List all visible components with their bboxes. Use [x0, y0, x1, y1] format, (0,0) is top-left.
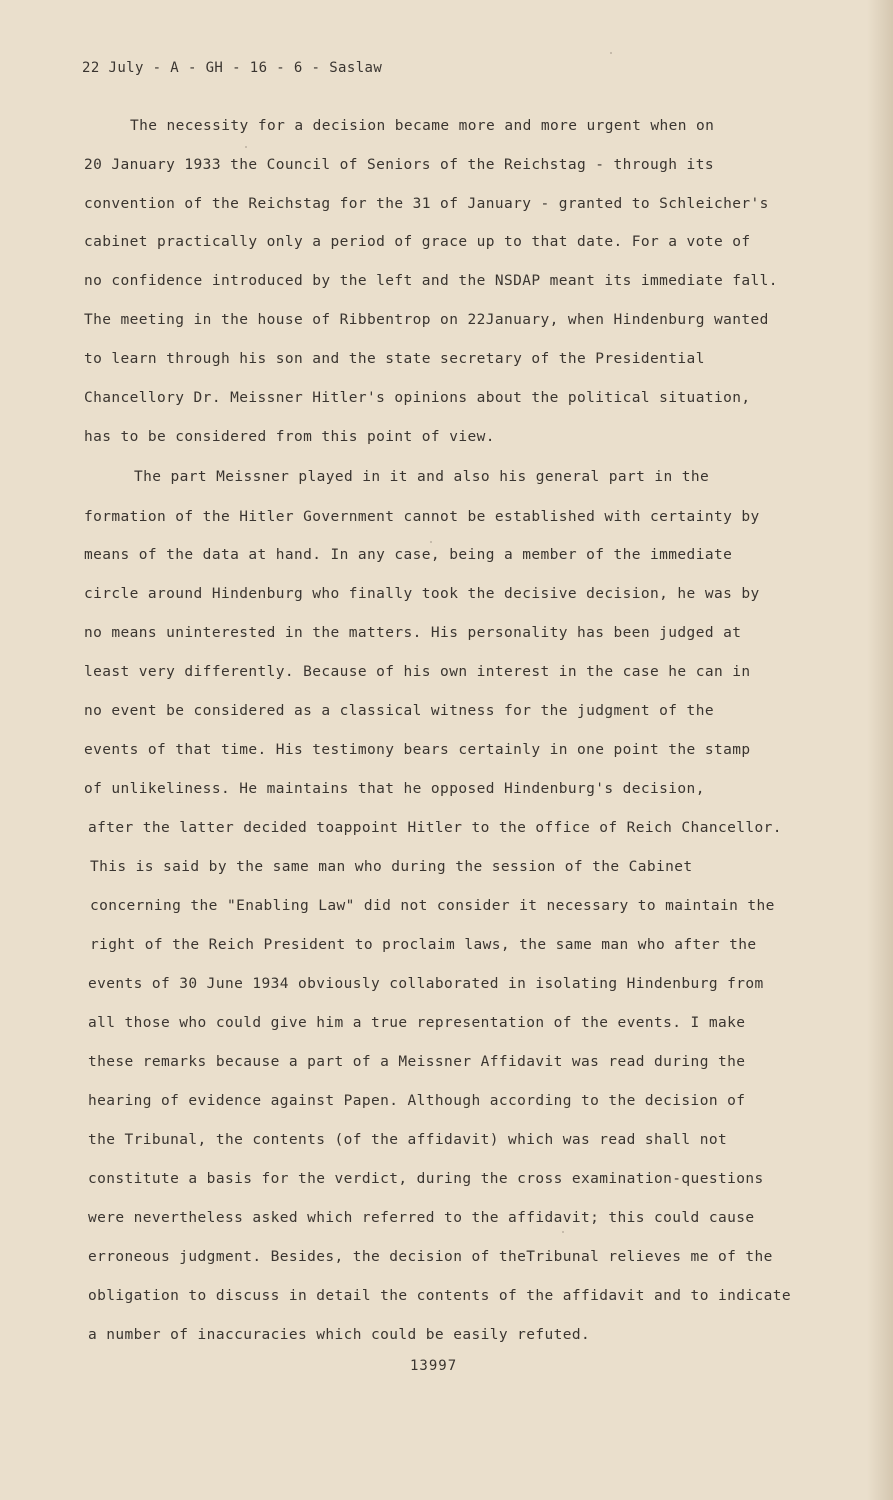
body-line: formation of the Hitler Government cannot be established with certainty by — [84, 509, 760, 525]
body-line: of unlikeliness. He maintains that he opposed Hindenburg's decision, — [84, 781, 705, 797]
body-line: obligation to discuss in detail the contents of the affidavit and to indicate — [88, 1288, 791, 1304]
body-line: erroneous judgment. Besides, the decision of theTribunal relieves me of the — [88, 1249, 773, 1265]
body-line: means of the data at hand. In any case, being a member of the immediate — [84, 547, 733, 563]
body-line: after the latter decided toappoint Hitler to the office of Reich Chancellor. — [88, 820, 782, 836]
body-line: constitute a basis for the verdict, during the cross examination-questions — [88, 1171, 764, 1187]
body-line: least very differently. Because of his own interest in the case he can in — [84, 664, 751, 680]
body-line: events of 30 June 1934 obviously collaborated in isolating Hindenburg from — [88, 976, 764, 992]
body-line: circle around Hindenburg who finally took the decisive decision, he was by — [84, 586, 760, 602]
body-line: The meeting in the house of Ribbentrop on 22January, when Hindenburg wanted — [84, 312, 769, 328]
page-header: 22 July - A - GH - 16 - 6 - Saslaw — [82, 60, 383, 76]
body-line: Chancellory Dr. Meissner Hitler's opinions about the political situation, — [84, 390, 751, 406]
body-line: no means uninterested in the matters. His personality has been judged at — [84, 625, 742, 641]
body-line: were nevertheless asked which referred to the affidavit; this could cause — [88, 1210, 755, 1226]
body-line: hearing of evidence against Papen. Although according to the decision of — [88, 1093, 746, 1109]
paper-speck — [610, 52, 612, 54]
body-line: cabinet practically only a period of grace up to that date. For a vote of — [84, 234, 751, 250]
body-line: a number of inaccuracies which could be easily refuted. — [88, 1327, 591, 1343]
body-line: The necessity for a decision became more and more urgent when on — [130, 118, 715, 134]
body-line: to learn through his son and the state secretary of the Presidential — [84, 351, 705, 367]
body-line: the Tribunal, the contents (of the affidavit) which was read shall not — [88, 1132, 728, 1148]
body-line: no confidence introduced by the left and the NSDAP meant its immediate fall. — [84, 273, 778, 289]
body-line: concerning the "Enabling Law" did not consider it necessary to maintain the — [90, 898, 775, 914]
body-line: events of that time. His testimony bears certainly in one point the stamp — [84, 742, 751, 758]
body-line: no event be considered as a classical witness for the judgment of the — [84, 703, 714, 719]
body-line: This is said by the same man who during the session of the Cabinet — [90, 859, 693, 875]
body-line: has to be considered from this point of view. — [84, 429, 495, 445]
body-line: 20 January 1933 the Council of Seniors of the Reichstag - through its — [84, 157, 714, 173]
body-line: right of the Reich President to proclaim laws, the same man who after the — [90, 937, 757, 953]
body-line: convention of the Reichstag for the 31 of January - granted to Schleicher's — [84, 196, 769, 212]
paper-speck — [430, 541, 432, 543]
page-number: 13997 — [410, 1358, 458, 1374]
body-line: The part Meissner played in it and also his general part in the — [134, 469, 710, 485]
body-line: these remarks because a part of a Meissner Affidavit was read during the — [88, 1054, 746, 1070]
paper-speck — [562, 1231, 564, 1233]
paper-speck — [245, 146, 247, 148]
body-line: all those who could give him a true representation of the events. I make — [88, 1015, 746, 1031]
